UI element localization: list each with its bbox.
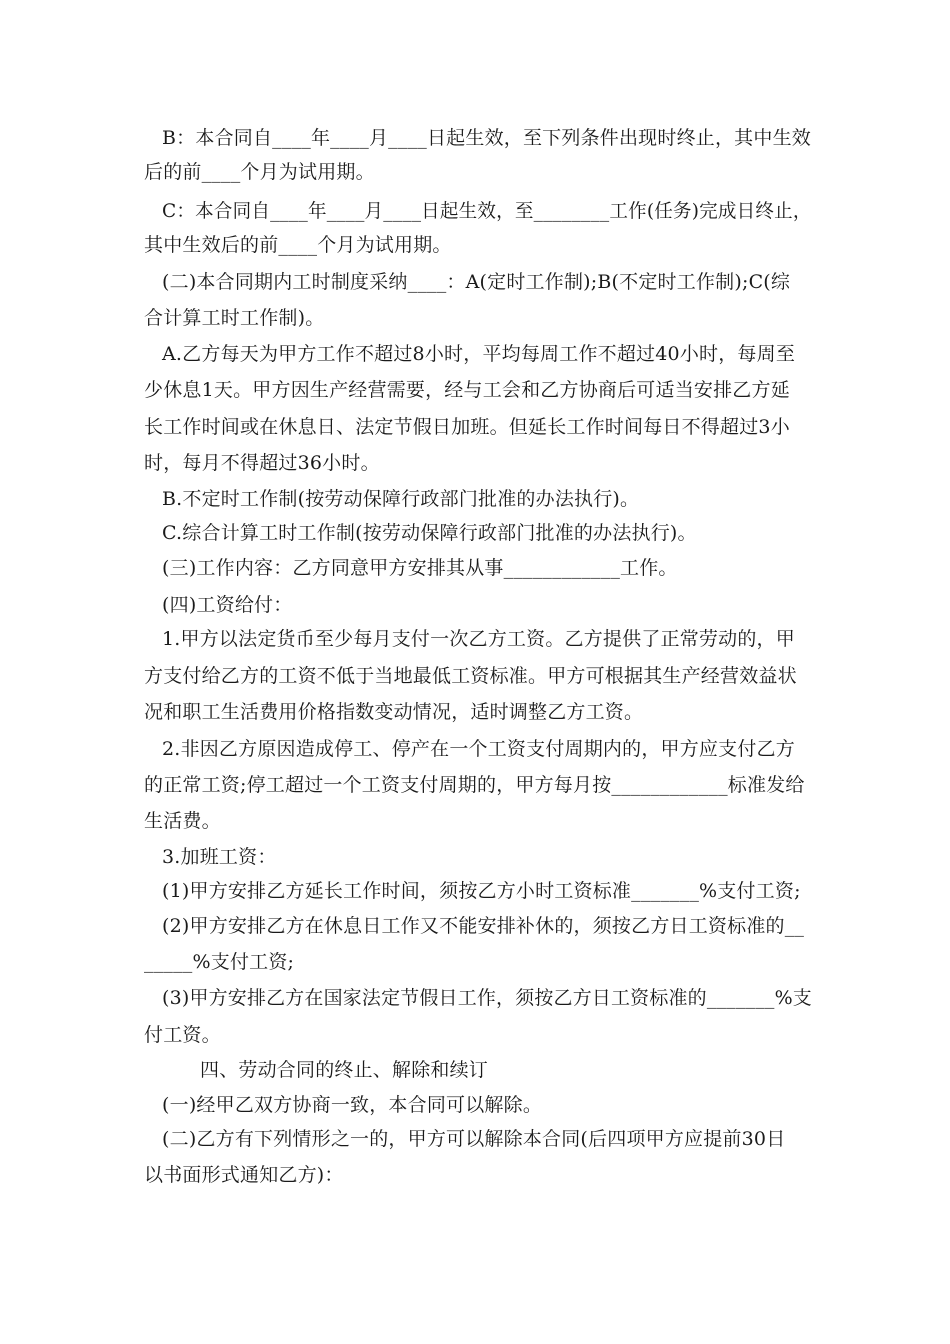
text-line: 时，每月不得超过36小时。 [144, 452, 380, 474]
text-line: 方支付给乙方的工资不低于当地最低工资标准。甲方可根据其生产经营效益状 [144, 665, 797, 687]
text-line: 2.非因乙方原因造成停工、停产在一个工资支付周期内的，甲方应支付乙方 [162, 738, 795, 760]
text-line: A.乙方每天为甲方工作不超过8小时，平均每周工作不超过40小时，每周至 [162, 343, 796, 365]
text-line: 3.加班工资： [162, 846, 277, 868]
text-line: 少休息1天。甲方因生产经营需要，经与工会和乙方协商后可适当安排乙方延 [144, 379, 790, 401]
text-line: C：本合同自____年____月____日起生效，至________工作(任务)完成日终止， [162, 200, 812, 222]
text-line: _____%支付工资; [144, 951, 295, 973]
text-line: 1.甲方以法定货币至少每月支付一次乙方工资。乙方提供了正常劳动的，甲 [162, 628, 795, 650]
text-line: 合计算工时工作制)。 [144, 307, 325, 329]
text-line: 的正常工资;停工超过一个工资支付周期的，甲方每月按____________标准发给 [144, 774, 805, 796]
text-line: (1)甲方安排乙方延长工作时间，须按乙方小时工资标准_______%支付工资; [162, 880, 801, 902]
text-line: C.综合计算工时工作制(按劳动保障行政部门批准的办法执行)。 [162, 522, 697, 544]
text-line: 长工作时间或在休息日、法定节假日加班。但延长工作时间每日不得超过3小 [144, 416, 790, 438]
text-line: (3)甲方安排乙方在国家法定节假日工作，须按乙方日工资标准的_______%支 [162, 987, 812, 1009]
text-line: 后的前____个月为试用期。 [144, 161, 375, 183]
text-line: 况和职工生活费用价格指数变动情况，适时调整乙方工资。 [144, 701, 644, 723]
section-heading: 四、劳动合同的终止、解除和续订 [200, 1059, 489, 1081]
text-line: (四)工资给付： [162, 594, 293, 616]
text-line: B.不定时工作制(按劳动保障行政部门批准的办法执行)。 [162, 488, 640, 510]
text-line: B：本合同自____年____月____日起生效，至下列条件出现时终止，其中生效 [162, 127, 811, 149]
text-line: (二)本合同期内工时制度采纳____：A(定时工作制);B(不定时工作制);C(综 [162, 271, 791, 293]
text-line: 以书面形式通知乙方)： [144, 1164, 344, 1186]
text-line: (2)甲方安排乙方在休息日工作又不能安排补休的，须按乙方日工资标准的__ [162, 915, 805, 937]
text-line: (三)工作内容：乙方同意甲方安排其从事____________工作。 [162, 557, 678, 579]
text-line: (二)乙方有下列情形之一的，甲方可以解除本合同(后四项甲方应提前30日 [162, 1128, 786, 1150]
text-line: 付工资。 [144, 1024, 221, 1046]
text-line: 生活费。 [144, 810, 221, 832]
text-line: 其中生效后的前____个月为试用期。 [144, 234, 452, 256]
text-line: (一)经甲乙双方协商一致，本合同可以解除。 [162, 1094, 543, 1116]
